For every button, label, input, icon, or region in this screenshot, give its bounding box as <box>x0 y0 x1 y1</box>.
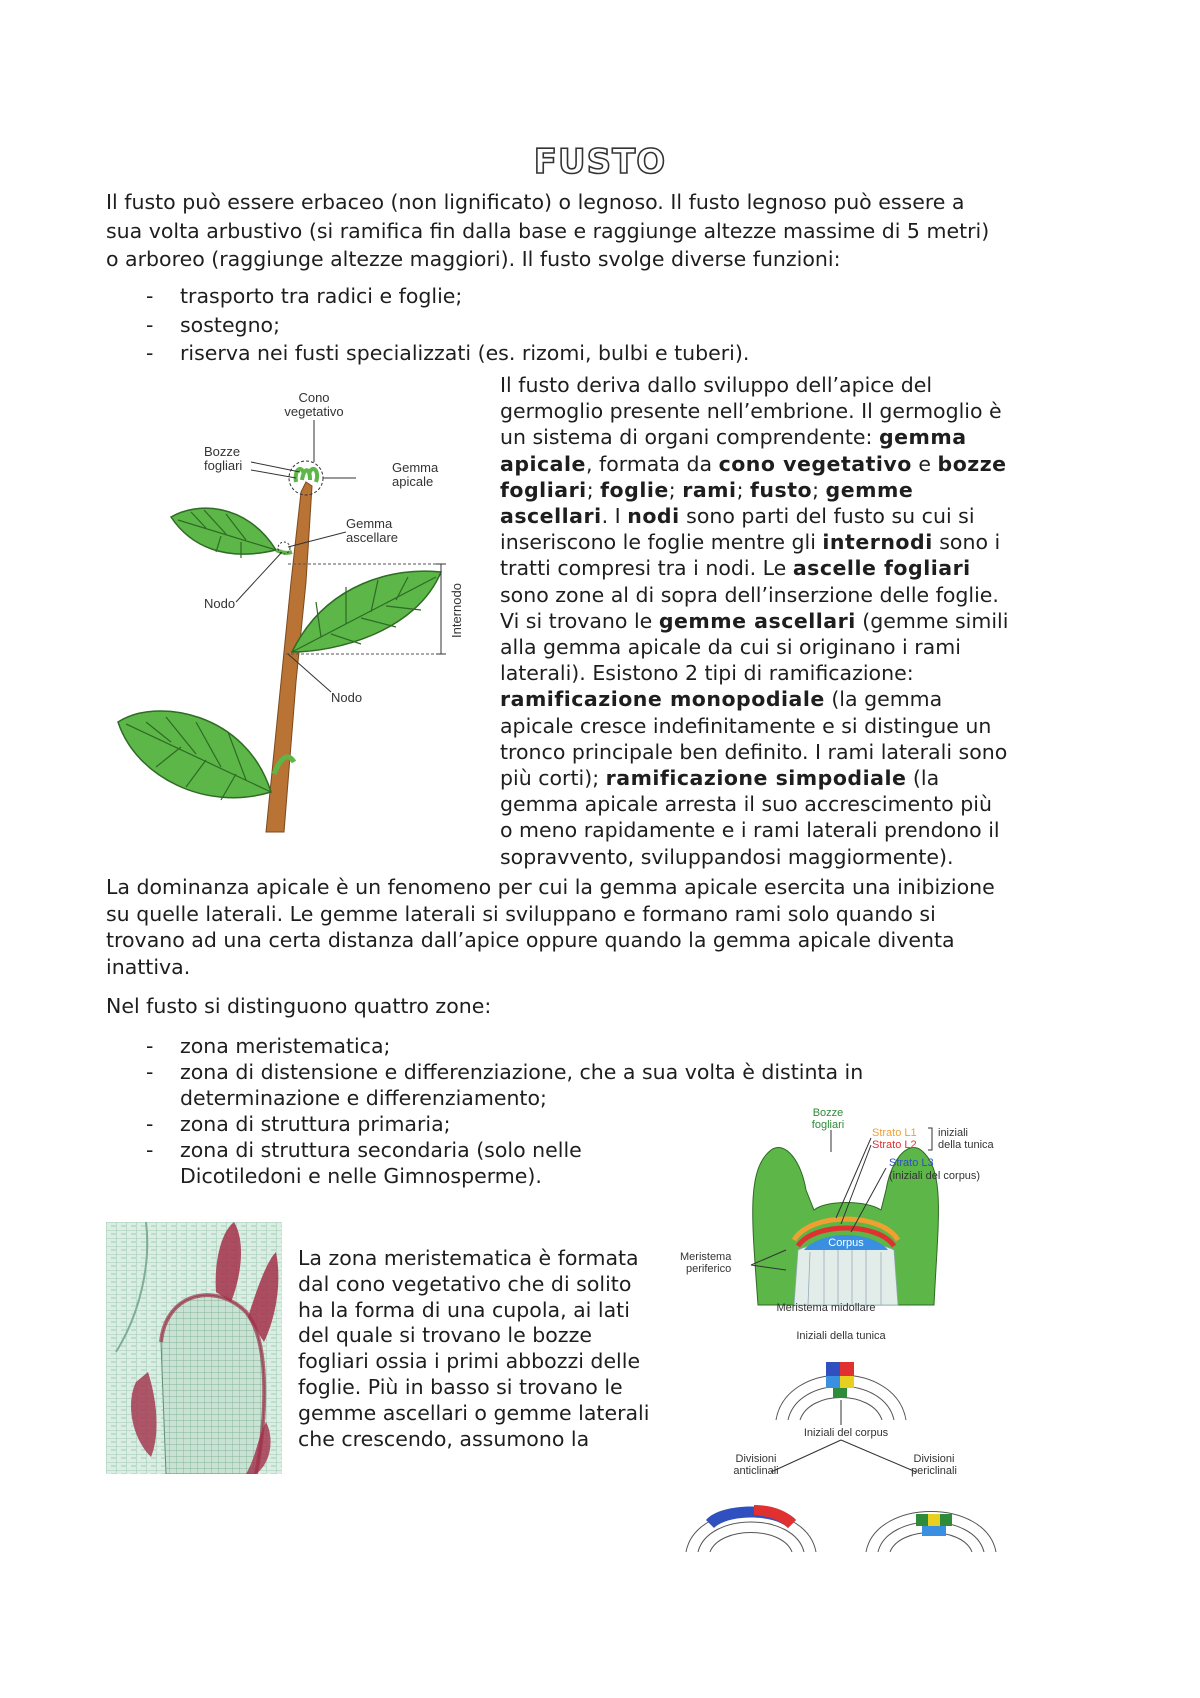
functions-list <box>106 282 1006 368</box>
list-item: - zona di struttura primaria; <box>106 1111 896 1137</box>
list-item: - sostegno; <box>106 311 1006 340</box>
intro-paragraph <box>106 188 1006 274</box>
label-periclinali: periclinali <box>911 1465 957 1477</box>
label-corpus: Corpus <box>828 1237 864 1249</box>
label-gemma-ascellare-2: ascellare <box>346 530 399 545</box>
plant-stem-diagram <box>116 382 496 842</box>
dominance-text: La dominanza apicale è un fenomeno per cui la gemma apicale esercita una inibizione su quelle laterali. Le gemme laterali si sviluppano e formano rami solo quando si trovano ad una certa distanza dall’apice oppure quando la gemma apicale diventa inattiva. <box>106 875 995 979</box>
list-item: - zona di distensione e differenziazione, che a sua volta è distinta in determinazione e differenziamento; <box>106 1059 896 1111</box>
list-item: - zona meristematica; <box>106 1033 896 1059</box>
list-item: - riserva nei fusti specializzati (es. rizomi, bulbi e tuberi). <box>106 339 1006 368</box>
functions-list-block <box>106 282 1006 368</box>
label-fogliari: fogliari <box>811 1119 845 1131</box>
origin-paragraph <box>500 372 1010 870</box>
label-bozze: Bozze <box>204 444 241 459</box>
label-internodo: Internodo <box>449 583 464 638</box>
meristem-text: La zona meristematica è formata dal cono vegetativo che di solito ha la forma di una cupola, ai lati del quale si trovano le bozze fogliari ossia i primi abbozzi delle foglie. Più in basso si trovano le gemme ascellari o gemme laterali che crescendo, assumono la <box>298 1246 650 1451</box>
label-vegetativo: vegetativo <box>284 404 344 419</box>
label-gemma-ascellare-1: Gemma <box>346 516 393 531</box>
label-strato-l1: Strato L1 <box>872 1127 917 1139</box>
label-fogliari: fogliari <box>204 458 243 473</box>
dominance-paragraph <box>106 874 1006 980</box>
label-iniziali-corpus: (iniziali del corpus) <box>889 1170 981 1182</box>
leaf-middle-right <box>292 571 441 652</box>
label-iniziali: iniziali <box>938 1127 968 1139</box>
label-bozze: Bozze <box>812 1107 844 1119</box>
intro-text: Il fusto può essere erbaceo (non lignificato) o legnoso. Il fusto legnoso può essere a sua volta arbustivo (si ramifica fin dalla base e raggiunge altezze massime di 5 metri) o arboreo (raggiunge altezze maggiori). Il fusto svolge diverse funzioni: <box>106 190 990 271</box>
label-meristema: Meristema <box>680 1251 732 1263</box>
label-iniziali-tunica: Iniziali della tunica <box>796 1330 886 1342</box>
label-nodo-2: Nodo <box>331 690 363 705</box>
tunica-corpus-diagram <box>676 1100 1016 1552</box>
meristem-paragraph <box>298 1246 654 1452</box>
label-meristema-midollare: Meristema midollare <box>776 1302 876 1314</box>
list-item: - trasporto tra radici e foglie; <box>106 282 1006 311</box>
label-strato-l2: Strato L2 <box>872 1139 917 1151</box>
label-periferico: periferico <box>686 1263 732 1275</box>
label-della-tunica: della tunica <box>938 1139 994 1151</box>
label-cono: Cono <box>298 390 330 405</box>
label-strato-l3: Strato L3 <box>889 1157 934 1169</box>
shoot-apex-micrograph <box>106 1222 282 1474</box>
leaf-lower-left <box>118 711 271 800</box>
label-gemma-apicale-1: Gemma <box>392 460 439 475</box>
label-anticlinali: anticlinali <box>733 1465 779 1477</box>
zones-intro-paragraph <box>106 992 1006 1021</box>
origin-text: Il fusto deriva dallo sviluppo dell’apice del germoglio presente nell’embrione. Il germoglio è un sistema di organi comprendente: gemma apicale, formata da cono vegetativo e bozze fogliari; foglie; rami; fusto; gemme ascellari. I nodi sono parti del fusto su cui si inseriscono le foglie mentre gli internodi sono i tratti compresi tra i nodi. Le ascelle fogliari sono zone al di sopra dell’inserzione delle foglie. Vi si trovano le gemme ascellari (gemme simili alla gemma apicale da cui si originano i rami laterali). Esistono 2 tipi di ramificazione: ramificazione monopodiale (la gemma apicale cresce indefinitamente e si distingue un tronco principale ben definito. I rami laterali sono più corti); ramificazione simpodiale (la gemma apicale arresta il suo accrescimento più o meno rapidamente e i rami laterali prendono il sopravvento, sviluppandosi maggiormente). <box>500 373 1009 869</box>
label-divisioni-1: Divisioni <box>735 1453 777 1465</box>
label-divisioni-2: Divisioni <box>913 1453 955 1465</box>
leaf-upper-left <box>171 508 276 558</box>
list-item: - zona di struttura secondaria (solo nelle Dicotiledoni e nelle Gimnosperme). <box>106 1137 620 1189</box>
zones-intro-text: Nel fusto si distinguono quattro zone: <box>106 994 492 1018</box>
label-gemma-apicale-2: apicale <box>392 474 434 489</box>
label-iniziali-del-corpus: Iniziali del corpus <box>803 1427 889 1439</box>
label-nodo-1: Nodo <box>204 596 236 611</box>
page-title: FUSTO <box>533 142 667 182</box>
